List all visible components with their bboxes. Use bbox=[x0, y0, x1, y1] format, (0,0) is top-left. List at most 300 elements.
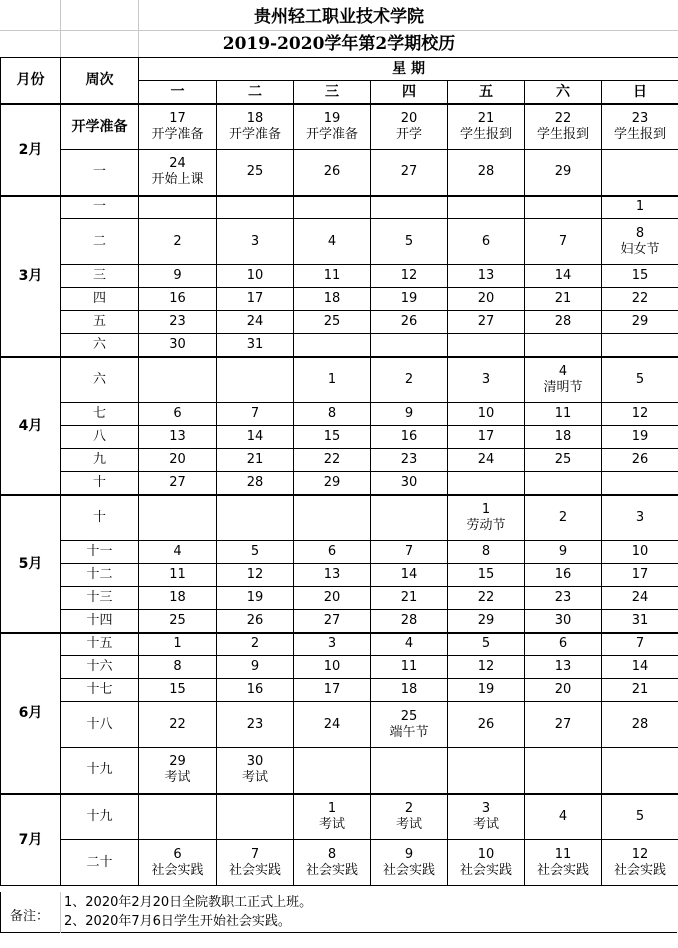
day-number: 19 bbox=[246, 590, 264, 605]
day-cell bbox=[139, 679, 217, 702]
day-cell bbox=[139, 449, 217, 472]
day-cell bbox=[371, 679, 448, 702]
day-cell bbox=[294, 495, 371, 541]
day-event: 社会实践 bbox=[614, 862, 667, 878]
day-cell bbox=[294, 633, 371, 656]
week-number: 十六 bbox=[61, 656, 139, 679]
day-cell bbox=[602, 472, 678, 495]
day-cell bbox=[217, 495, 294, 541]
day-number: 2 bbox=[404, 371, 414, 387]
day-cell bbox=[294, 150, 371, 196]
day-cell bbox=[602, 265, 678, 288]
week-number: 十九 bbox=[61, 794, 139, 840]
day-cell bbox=[217, 357, 294, 403]
day-number: 22 bbox=[477, 590, 495, 605]
day-event: 社会实践 bbox=[459, 862, 512, 878]
day-event: 学生报到 bbox=[614, 126, 667, 142]
day-cell bbox=[602, 426, 678, 449]
day-number: 2 bbox=[404, 800, 414, 816]
day-cell bbox=[525, 840, 602, 886]
day-cell bbox=[217, 219, 294, 265]
day-number: 16 bbox=[246, 682, 264, 697]
day-event: 考试 bbox=[241, 770, 268, 786]
day-cell bbox=[139, 610, 217, 633]
day-cell bbox=[371, 426, 448, 449]
day-number: 18 bbox=[246, 110, 264, 126]
day-cell bbox=[294, 794, 371, 840]
day-number: 8 bbox=[327, 406, 337, 421]
day-cell bbox=[525, 748, 602, 794]
day-number: 26 bbox=[400, 314, 418, 329]
day-cell bbox=[448, 656, 525, 679]
week-column-header: 周次 bbox=[61, 58, 139, 104]
day-number: 10 bbox=[631, 544, 649, 559]
day-cell bbox=[139, 196, 217, 219]
day-number: 8 bbox=[327, 846, 337, 862]
day-cell bbox=[217, 702, 294, 748]
day-number: 10 bbox=[246, 268, 264, 283]
day-number: 10 bbox=[477, 846, 495, 862]
day-cell bbox=[139, 311, 217, 334]
week-row bbox=[1, 564, 678, 587]
day-cell bbox=[371, 288, 448, 311]
day-cell bbox=[448, 794, 525, 840]
weekday-group-header: 星 期 bbox=[139, 58, 678, 81]
day-number: 30 bbox=[246, 754, 264, 770]
day-cell bbox=[525, 610, 602, 633]
month-label: 7月 bbox=[1, 794, 61, 886]
day-number: 20 bbox=[554, 682, 572, 697]
day-number: 10 bbox=[477, 406, 495, 421]
notes-section bbox=[0, 892, 678, 934]
day-cell bbox=[602, 702, 678, 748]
day-cell bbox=[448, 679, 525, 702]
week-row bbox=[1, 794, 678, 840]
day-number: 4 bbox=[173, 544, 182, 559]
week-row bbox=[1, 679, 678, 702]
day-cell bbox=[371, 357, 448, 403]
day-cell bbox=[217, 587, 294, 610]
day-cell bbox=[294, 679, 371, 702]
weekday-header: 一 bbox=[139, 81, 217, 104]
day-number: 20 bbox=[400, 110, 418, 126]
day-number: 23 bbox=[554, 590, 572, 605]
note-line: 1、2020年2月20日全院教职工正式上班。 bbox=[64, 895, 313, 910]
notes-label: 备注： bbox=[10, 909, 50, 924]
week-row bbox=[1, 150, 678, 196]
day-number: 2 bbox=[558, 509, 568, 525]
day-number: 24 bbox=[246, 314, 264, 329]
day-cell bbox=[448, 150, 525, 196]
day-cell bbox=[139, 334, 217, 357]
day-event: 社会实践 bbox=[536, 862, 589, 878]
day-event: 社会实践 bbox=[228, 862, 281, 878]
day-cell bbox=[294, 426, 371, 449]
day-cell bbox=[139, 472, 217, 495]
day-number: 29 bbox=[169, 754, 186, 770]
day-number: 21 bbox=[477, 110, 495, 126]
day-number: 25 bbox=[169, 612, 186, 628]
day-cell bbox=[294, 196, 371, 219]
day-number: 1 bbox=[173, 636, 182, 652]
day-cell bbox=[371, 564, 448, 587]
day-cell bbox=[448, 702, 525, 748]
day-cell bbox=[217, 794, 294, 840]
day-number: 5 bbox=[404, 233, 414, 249]
month-label: 3月 bbox=[1, 196, 61, 357]
day-cell bbox=[602, 334, 678, 357]
day-cell bbox=[371, 472, 448, 495]
week-row bbox=[1, 702, 678, 748]
day-cell bbox=[217, 104, 294, 150]
day-number: 19 bbox=[477, 682, 495, 697]
day-event: 开始上课 bbox=[151, 172, 204, 188]
day-cell bbox=[139, 265, 217, 288]
day-cell bbox=[525, 196, 602, 219]
day-number: 17 bbox=[477, 429, 495, 444]
month-label: 5月 bbox=[1, 495, 61, 633]
day-cell bbox=[294, 449, 371, 472]
day-number: 1 bbox=[481, 501, 491, 517]
day-cell bbox=[525, 656, 602, 679]
day-number: 1 bbox=[635, 199, 645, 215]
day-number: 11 bbox=[169, 567, 186, 582]
day-cell bbox=[602, 679, 678, 702]
day-cell bbox=[448, 311, 525, 334]
day-event: 开学准备 bbox=[228, 126, 281, 142]
day-event: 社会实践 bbox=[382, 862, 435, 878]
day-number: 12 bbox=[477, 659, 495, 674]
day-cell bbox=[217, 633, 294, 656]
day-cell bbox=[448, 449, 525, 472]
week-row bbox=[1, 472, 678, 495]
day-cell bbox=[294, 564, 371, 587]
day-cell bbox=[525, 334, 602, 357]
day-number: 3 bbox=[481, 371, 491, 387]
day-number: 22 bbox=[169, 716, 186, 732]
week-row bbox=[1, 748, 678, 794]
day-cell bbox=[371, 150, 448, 196]
day-cell bbox=[602, 219, 678, 265]
day-cell bbox=[448, 334, 525, 357]
day-cell bbox=[525, 794, 602, 840]
day-cell bbox=[139, 656, 217, 679]
day-number: 3 bbox=[481, 800, 491, 816]
day-number: 17 bbox=[246, 291, 264, 306]
day-cell bbox=[448, 564, 525, 587]
day-cell bbox=[371, 334, 448, 357]
day-cell bbox=[525, 219, 602, 265]
day-cell bbox=[217, 196, 294, 219]
day-number: 24 bbox=[169, 156, 186, 172]
day-cell bbox=[448, 748, 525, 794]
day-cell bbox=[602, 610, 678, 633]
day-cell bbox=[371, 702, 448, 748]
day-number: 14 bbox=[631, 659, 649, 674]
week-row bbox=[1, 495, 678, 541]
day-cell bbox=[139, 150, 217, 196]
day-number: 28 bbox=[246, 474, 264, 490]
day-cell bbox=[217, 840, 294, 886]
week-row bbox=[1, 633, 678, 656]
week-number: 六 bbox=[61, 357, 139, 403]
day-number: 14 bbox=[554, 268, 572, 283]
day-number: 28 bbox=[477, 164, 495, 180]
day-number: 17 bbox=[631, 567, 649, 582]
day-number: 18 bbox=[400, 682, 418, 697]
day-number: 7 bbox=[250, 846, 260, 862]
week-number: 十二 bbox=[61, 564, 139, 587]
day-number: 13 bbox=[477, 268, 495, 283]
day-cell bbox=[139, 495, 217, 541]
day-number: 16 bbox=[554, 567, 572, 582]
day-cell bbox=[602, 633, 678, 656]
day-number: 15 bbox=[477, 567, 495, 582]
day-cell bbox=[525, 150, 602, 196]
day-number: 24 bbox=[477, 452, 495, 467]
day-number: 22 bbox=[631, 291, 649, 306]
day-event: 开学 bbox=[395, 126, 422, 142]
day-cell bbox=[602, 541, 678, 564]
day-cell bbox=[525, 702, 602, 748]
day-cell bbox=[525, 679, 602, 702]
week-row bbox=[1, 265, 678, 288]
day-number: 8 bbox=[635, 225, 645, 241]
day-cell bbox=[294, 334, 371, 357]
day-number: 24 bbox=[631, 590, 649, 605]
day-cell bbox=[371, 449, 448, 472]
day-cell bbox=[294, 403, 371, 426]
day-number: 21 bbox=[631, 682, 649, 697]
day-cell bbox=[602, 311, 678, 334]
day-cell bbox=[602, 403, 678, 426]
day-number: 18 bbox=[323, 291, 341, 306]
day-cell bbox=[294, 472, 371, 495]
day-cell bbox=[525, 587, 602, 610]
day-cell bbox=[525, 288, 602, 311]
day-cell bbox=[602, 357, 678, 403]
day-number: 8 bbox=[481, 544, 491, 559]
week-row bbox=[1, 311, 678, 334]
day-cell bbox=[525, 265, 602, 288]
day-number: 6 bbox=[173, 846, 182, 862]
day-number: 3 bbox=[327, 636, 337, 652]
day-cell bbox=[217, 748, 294, 794]
day-cell bbox=[139, 840, 217, 886]
day-number: 21 bbox=[400, 590, 418, 605]
day-cell bbox=[217, 610, 294, 633]
day-cell bbox=[139, 357, 217, 403]
day-cell bbox=[602, 288, 678, 311]
day-number: 20 bbox=[169, 452, 186, 467]
day-number: 17 bbox=[323, 682, 341, 697]
day-number: 3 bbox=[635, 509, 645, 525]
week-number: 十 bbox=[61, 472, 139, 495]
day-number: 30 bbox=[400, 474, 418, 490]
day-cell bbox=[217, 265, 294, 288]
day-cell bbox=[139, 587, 217, 610]
day-cell bbox=[525, 472, 602, 495]
day-number: 5 bbox=[481, 636, 491, 652]
day-cell bbox=[602, 564, 678, 587]
day-number: 15 bbox=[323, 429, 341, 444]
day-number: 4 bbox=[404, 636, 414, 652]
month-column-header: 月份 bbox=[1, 58, 61, 104]
day-cell bbox=[217, 403, 294, 426]
day-cell bbox=[371, 840, 448, 886]
day-cell bbox=[602, 748, 678, 794]
week-number: 十三 bbox=[61, 587, 139, 610]
day-number: 7 bbox=[635, 636, 645, 652]
day-number: 27 bbox=[477, 314, 495, 329]
day-number: 14 bbox=[246, 429, 264, 444]
day-cell bbox=[217, 679, 294, 702]
day-cell bbox=[294, 288, 371, 311]
day-number: 9 bbox=[404, 846, 414, 862]
weekday-header: 六 bbox=[525, 81, 602, 104]
day-cell bbox=[217, 541, 294, 564]
day-cell bbox=[217, 150, 294, 196]
day-number: 5 bbox=[635, 371, 645, 387]
week-number: 六 bbox=[61, 334, 139, 357]
day-number: 9 bbox=[250, 659, 260, 674]
day-number: 31 bbox=[246, 336, 264, 352]
day-number: 25 bbox=[323, 314, 341, 329]
week-row bbox=[1, 288, 678, 311]
week-number: 九 bbox=[61, 449, 139, 472]
week-row bbox=[1, 104, 678, 150]
day-number: 29 bbox=[631, 314, 649, 329]
day-cell bbox=[448, 495, 525, 541]
day-number: 23 bbox=[246, 716, 264, 732]
day-cell bbox=[448, 633, 525, 656]
day-cell bbox=[371, 610, 448, 633]
week-number: 四 bbox=[61, 288, 139, 311]
month-label: 4月 bbox=[1, 357, 61, 495]
day-cell bbox=[371, 541, 448, 564]
day-event: 社会实践 bbox=[305, 862, 358, 878]
day-cell bbox=[217, 311, 294, 334]
week-number: 七 bbox=[61, 403, 139, 426]
day-number: 22 bbox=[323, 452, 341, 467]
day-number: 30 bbox=[169, 336, 186, 352]
day-cell bbox=[294, 840, 371, 886]
day-number: 26 bbox=[246, 612, 264, 628]
day-cell bbox=[371, 219, 448, 265]
day-number: 6 bbox=[481, 233, 491, 249]
day-cell bbox=[448, 265, 525, 288]
day-cell bbox=[525, 564, 602, 587]
day-number: 29 bbox=[323, 474, 341, 490]
day-cell bbox=[371, 748, 448, 794]
week-row bbox=[1, 449, 678, 472]
day-number: 5 bbox=[250, 544, 260, 559]
week-number: 一 bbox=[61, 150, 139, 196]
day-number: 4 bbox=[558, 808, 568, 824]
weekday-header: 五 bbox=[448, 81, 525, 104]
day-event: 妇女节 bbox=[620, 241, 660, 257]
day-cell bbox=[448, 403, 525, 426]
day-cell bbox=[448, 426, 525, 449]
day-number: 8 bbox=[173, 659, 182, 674]
day-number: 21 bbox=[246, 452, 264, 467]
day-cell bbox=[139, 564, 217, 587]
day-cell bbox=[525, 311, 602, 334]
day-number: 9 bbox=[404, 406, 414, 421]
day-number: 13 bbox=[554, 659, 572, 674]
day-cell bbox=[294, 541, 371, 564]
day-number: 24 bbox=[323, 716, 341, 732]
day-number: 7 bbox=[404, 544, 414, 559]
day-cell bbox=[139, 104, 217, 150]
day-number: 28 bbox=[400, 612, 418, 628]
day-cell bbox=[371, 104, 448, 150]
day-number: 13 bbox=[323, 567, 341, 582]
day-number: 13 bbox=[169, 429, 186, 444]
day-cell bbox=[371, 196, 448, 219]
week-number: 三 bbox=[61, 265, 139, 288]
day-event: 社会实践 bbox=[151, 862, 204, 878]
day-event: 考试 bbox=[395, 816, 422, 832]
day-number: 27 bbox=[323, 612, 341, 628]
day-number: 25 bbox=[246, 164, 264, 180]
day-cell bbox=[525, 449, 602, 472]
day-cell bbox=[602, 150, 678, 196]
day-cell bbox=[525, 495, 602, 541]
day-number: 27 bbox=[554, 716, 572, 732]
day-cell bbox=[371, 495, 448, 541]
day-cell bbox=[217, 334, 294, 357]
day-cell bbox=[525, 541, 602, 564]
day-cell bbox=[525, 403, 602, 426]
month-label: 6月 bbox=[1, 633, 61, 794]
day-number: 17 bbox=[169, 110, 186, 126]
day-cell bbox=[371, 311, 448, 334]
term-title: 2019-2020学年第2学期校历 bbox=[222, 34, 456, 54]
day-cell bbox=[525, 357, 602, 403]
day-cell bbox=[139, 702, 217, 748]
day-cell bbox=[139, 541, 217, 564]
day-cell bbox=[139, 403, 217, 426]
month-label: 2月 bbox=[1, 104, 61, 196]
day-event: 端午节 bbox=[389, 724, 429, 740]
school-title: 贵州轻工职业技术学院 bbox=[254, 7, 424, 27]
day-cell bbox=[448, 587, 525, 610]
day-number: 23 bbox=[400, 452, 418, 467]
day-number: 7 bbox=[250, 406, 260, 421]
day-cell bbox=[448, 610, 525, 633]
day-cell bbox=[294, 587, 371, 610]
week-row bbox=[1, 357, 678, 403]
day-number: 6 bbox=[558, 636, 568, 652]
day-cell bbox=[448, 196, 525, 219]
day-number: 25 bbox=[400, 708, 418, 724]
week-number: 二十 bbox=[61, 840, 139, 886]
day-cell bbox=[525, 426, 602, 449]
day-cell bbox=[602, 449, 678, 472]
day-number: 12 bbox=[631, 846, 649, 862]
day-cell bbox=[294, 656, 371, 679]
day-number: 18 bbox=[554, 429, 572, 444]
day-cell bbox=[371, 794, 448, 840]
day-cell bbox=[371, 265, 448, 288]
day-cell bbox=[139, 219, 217, 265]
day-number: 28 bbox=[554, 314, 572, 329]
day-number: 27 bbox=[169, 474, 186, 490]
day-number: 12 bbox=[246, 567, 264, 582]
day-cell bbox=[294, 748, 371, 794]
day-number: 9 bbox=[173, 268, 182, 283]
